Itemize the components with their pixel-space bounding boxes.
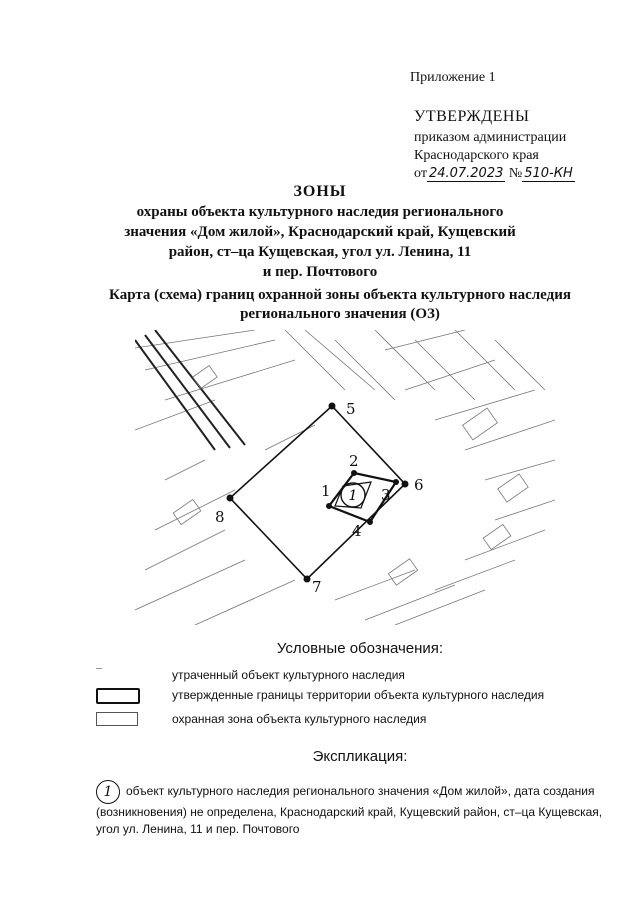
approved-heading: УТВЕРЖДЕНЫ (414, 108, 530, 125)
explication-text: объект культурного наследия регионального значения «Дом жилой», дата создания (возникновения) не определена, Краснодарский край, Кущевский район, ст–ца Кущевская, угол ул. Ленина, 11 и пер. Почтового (96, 784, 603, 836)
title-line-5: и пер. Почтового (262, 264, 378, 280)
point-6-marker (402, 481, 409, 488)
document-title (60, 182, 580, 282)
map-caption (80, 286, 600, 324)
legend-label-lost-object: утраченный объект культурного наследия (172, 668, 405, 682)
map-caption-line-2: регионального значения (ОЗ) (240, 306, 440, 322)
title-line-3: значения «Дом жилой», Краснодарский край, Кущевский (124, 224, 516, 240)
explication-title: Экспликация: (312, 748, 408, 765)
map-background-parcels (135, 330, 555, 625)
date-prefix: от (414, 166, 427, 181)
explication-entry (96, 780, 616, 838)
point-label-3: 3 (381, 486, 391, 504)
protection-zone-map (135, 330, 555, 625)
protection-zone-boundary (230, 406, 405, 579)
point-2-marker (351, 470, 357, 476)
point-label-4: 4 (352, 522, 362, 540)
lost-object-symbol (96, 668, 102, 669)
map-caption-line-1: Карта (схема) границ охранной зоны объекта культурного наследия (109, 287, 571, 303)
order-by-line: приказом администрации (414, 130, 567, 145)
title-line-2: охраны объекта культурного наследия регионального (136, 204, 504, 220)
explication-number-circle: 1 (96, 780, 120, 804)
object-number-label: 1 (348, 488, 358, 504)
point-label-5: 5 (346, 400, 356, 418)
point-4-marker (367, 519, 373, 525)
point-5-marker (329, 403, 336, 410)
region-line: Краснодарского края (414, 148, 539, 163)
legend-title: Условные обозначения: (276, 640, 444, 657)
legend-label-approved-boundary: утвержденные границы территории объекта культурного наследия (172, 688, 545, 702)
date-number-line (414, 166, 575, 182)
point-label-7: 7 (312, 578, 322, 596)
point-7-marker (304, 576, 311, 583)
number-prefix: № (508, 166, 523, 181)
protection-zone-symbol (96, 712, 138, 726)
handwritten-date: 24.07.2023 (428, 166, 504, 181)
handwritten-number: 510-КН (524, 166, 573, 181)
point-label-1: 1 (321, 482, 331, 500)
approved-boundary-symbol (96, 688, 140, 704)
point-label-2: 2 (349, 452, 359, 470)
point-1-marker (326, 503, 332, 509)
legend-label-protection-zone: охранная зона объекта культурного наследия (172, 712, 427, 726)
appendix-label: Приложение 1 (410, 70, 496, 85)
point-label-6: 6 (414, 476, 424, 494)
point-3-marker (393, 479, 399, 485)
title-line-4: район, ст–ца Кущевская, угол ул. Ленина, 11 (168, 244, 472, 260)
title-zones: ЗОНЫ (293, 183, 347, 200)
point-label-8: 8 (215, 508, 225, 526)
point-8-marker (227, 495, 234, 502)
